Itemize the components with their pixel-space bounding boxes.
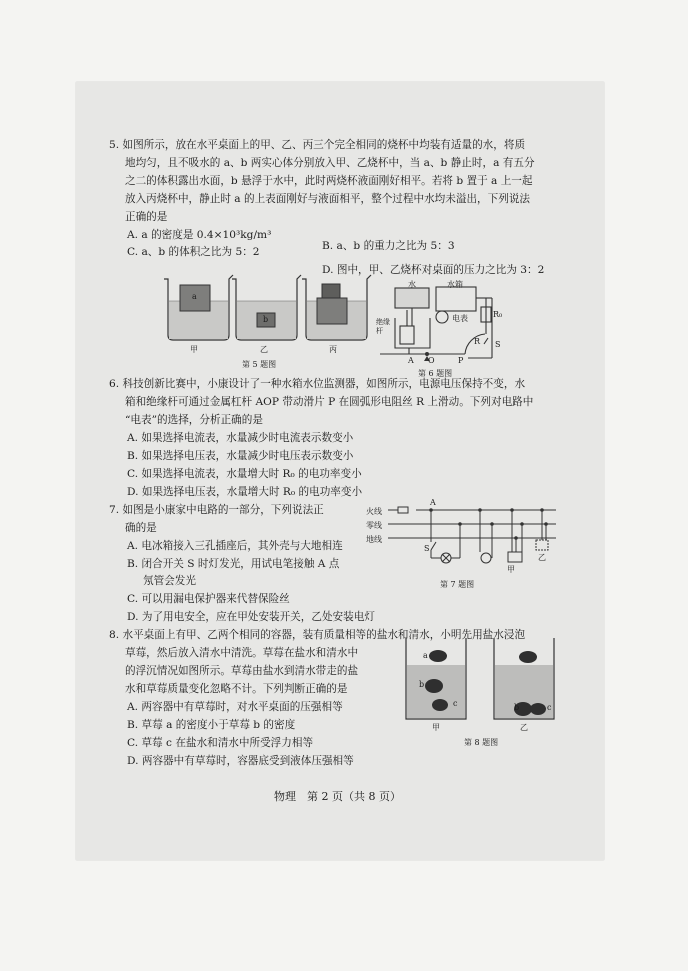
q5-label-bing: 丙 — [329, 345, 337, 354]
q8-option-d: D. 两容器中有草莓时，容器底受到液体压强相等 — [127, 755, 354, 767]
q5-option-a: A. a 的密度是 0.4×10³kg/m³ — [127, 229, 272, 241]
q5-line-2: 地均匀，且不吸水的 a、b 两实心体分别放入甲、乙烧杯中，当 a、b 静止时，a 有五分 — [125, 157, 535, 169]
q8-option-c: C. 草莓 c 在盐水和清水中所受浮力相等 — [127, 737, 314, 749]
q6-line-1: 6. 科技创新比赛中，小康设计了一种水箱水位监测器，如图所示，电源电压保持不变，水 — [109, 378, 526, 390]
q8-label-c-yi: c — [547, 703, 552, 712]
q7-option-d: D. 为了用电安全，应在甲处安装开关，乙处安装电灯 — [127, 611, 375, 623]
q6-label-water: 水 — [408, 280, 416, 289]
q8-label-yi: 乙 — [520, 723, 528, 732]
q8-line-3: 的浮沉情况如图所示。草莓由盐水到清水带走的盐 — [125, 665, 359, 677]
q8-option-b: B. 草莓 a 的密度小于草莓 b 的密度 — [127, 719, 296, 731]
q7-label-yi: 乙 — [538, 553, 546, 562]
q5-line-1: 5. 如图所示，放在水平桌面上的甲、乙、丙三个完全相同的烧杯中均装有适量的水，将质 — [109, 139, 526, 151]
q7-line-1: 7. 如图是小康家中电路的一部分，下列说法正 — [109, 504, 324, 516]
q7-label-neutral: 零线 — [366, 521, 382, 530]
q7-label-jia: 甲 — [507, 565, 515, 574]
q6-option-c: C. 如果选择电流表，水量增大时 R₀ 的电功率变小 — [127, 468, 362, 480]
q8-label-c-jia: c — [453, 699, 458, 708]
q8-line-4: 水和草莓质量变化忽略不计。下列判断正确的是 — [125, 683, 348, 695]
q5-label-b: b — [263, 315, 269, 324]
q6-figure-caption: 第 6 题图 — [418, 369, 453, 378]
q7-option-c: C. 可以用漏电保护器来代替保险丝 — [127, 593, 290, 605]
q6-label-a: A — [408, 356, 414, 365]
q7-option-a: A. 电冰箱接入三孔插座后，其外壳与大地相连 — [127, 540, 343, 552]
q7-label-ground: 地线 — [366, 535, 382, 544]
q7-figure-caption: 第 7 题图 — [440, 580, 475, 589]
q5-label-jia: 甲 — [190, 345, 198, 354]
q8-line-1: 8. 水平桌面上有甲、乙两个相同的容器，装有质量相等的盐水和清水，小明先用盐水浸泡 — [109, 629, 526, 641]
q8-label-jia: 甲 — [432, 723, 440, 732]
q6-label-o: O — [428, 356, 435, 365]
q5-label-yi: 乙 — [260, 345, 268, 354]
q6-label-rod: 绝缘杆 — [376, 318, 390, 335]
q8-label-b-jia: b — [419, 680, 425, 689]
q5-line-5: 正确的是 — [125, 211, 168, 223]
q6-line-3: “电表”的选择，分析正确的是 — [125, 414, 263, 426]
q5-option-c: C. a、b 的体积之比为 5：2 — [127, 246, 260, 258]
q7-label-live: 火线 — [366, 507, 382, 516]
q5-line-4: 放入丙烧杯中，静止时 a 的上表面刚好与液面相平，整个过程中水均未溢出，下列说法 — [125, 193, 531, 205]
q6-option-d: D. 如果选择电压表，水量增大时 R₀ 的电功率变小 — [127, 486, 363, 498]
q5-label-a: a — [192, 292, 197, 301]
q8-option-a: A. 两容器中有草莓时，对水平桌面的压强相等 — [127, 701, 343, 713]
q7-option-b-cont: 氖管会发光 — [143, 575, 196, 587]
q5-line-3: 之二的体积露出水面，b 悬浮于水中，此时两烧杯液面刚好相平。若将 b 置于 a 上一起 — [125, 175, 533, 187]
q6-option-a: A. 如果选择电流表，水量减少时电流表示数变小 — [127, 432, 354, 444]
q7-label-s: S — [424, 544, 430, 553]
q6-label-s: S — [495, 340, 501, 349]
q6-label-r: R — [474, 337, 481, 346]
q8-figure — [76, 82, 604, 782]
q5-option-d: D. 图中，甲、乙烧杯对桌面的压力之比为 3：2 — [322, 264, 545, 276]
q8-label-b-yi: b — [514, 703, 520, 712]
q6-label-meter: 电表 — [452, 314, 468, 323]
q5-figure-caption: 第 5 题图 — [242, 360, 277, 369]
q5-option-b: B. a、b 的重力之比为 5：3 — [322, 240, 455, 252]
q8-figure-caption: 第 8 题图 — [464, 738, 499, 747]
page-footer: 物理 第 2 页（共 8 页） — [274, 790, 401, 803]
q6-label-p: P — [458, 356, 464, 365]
q7-label-a: A — [430, 498, 436, 507]
q6-line-2: 箱和绝缘杆可通过金属杠杆 AOP 带动滑片 P 在圆弧形电阻丝 R 上滑动。下列对电路中 — [125, 396, 534, 408]
q8-line-2: 草莓，然后放入清水中清洗。草莓在盐水和清水中 — [125, 647, 359, 659]
q8-label-a-jia: a — [423, 651, 428, 660]
q6-label-r0: R₀ — [493, 310, 503, 319]
q7-line-2: 确的是 — [125, 522, 157, 534]
exam-page — [76, 82, 604, 860]
q7-option-b: B. 闭合开关 S 时灯发光，用试电笔接触 A 点 — [127, 558, 340, 570]
q6-label-tank: 水箱 — [447, 280, 463, 289]
q6-option-b: B. 如果选择电压表，水量减少时电压表示数变小 — [127, 450, 354, 462]
